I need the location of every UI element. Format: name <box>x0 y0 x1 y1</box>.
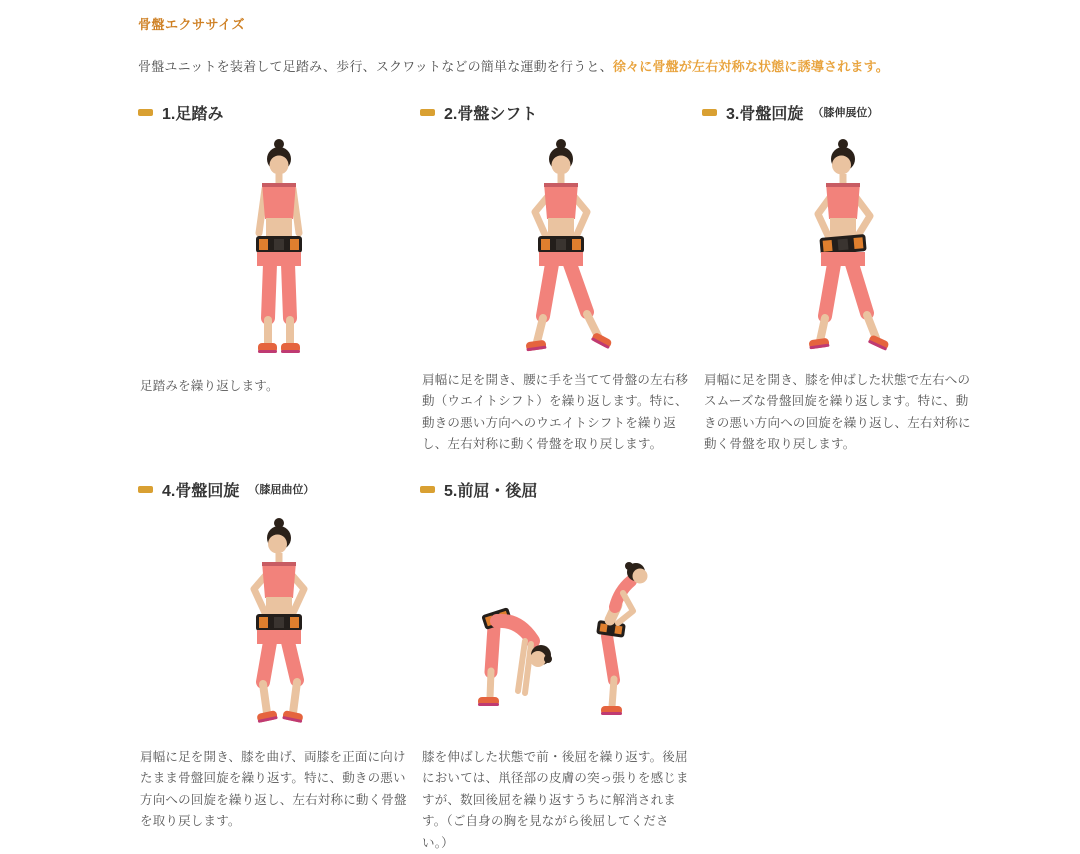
exercise-3-photo <box>702 132 984 364</box>
exercise-1-title-text: 1.足踏み <box>162 101 223 124</box>
bullet-bar-icon <box>420 109 435 116</box>
figure-pelvic-rotation-flexed <box>194 509 364 741</box>
bullet-bar-icon <box>138 486 153 493</box>
figure-pelvic-rotation-extended <box>758 132 928 364</box>
intro-text <box>138 57 968 77</box>
exercise-1-title <box>138 101 420 124</box>
bullet-bar-icon <box>138 109 153 116</box>
figure-forward-backward-bend <box>431 509 691 735</box>
exercise-4-photo <box>138 509 420 741</box>
exercise-2-title-text: 2.骨盤シフト <box>444 101 537 124</box>
exercise-4-description: 肩幅に足を開き、膝を曲げ、両膝を正面に向けたまま骨盤回旋を繰り返す。特に、動きの悪い方向への回旋を繰り返し、左右対称に動く骨盤を取り戻します。 <box>140 747 408 833</box>
exercise-3-title <box>702 101 984 124</box>
exercise-1-description: 足踏みを繰り返します。 <box>140 376 408 398</box>
exercise-card-2 <box>420 101 702 456</box>
exercise-2-title <box>420 101 702 124</box>
intro-highlight: 徐々に骨盤が左右対称な状態に誘導されます。 <box>613 59 889 74</box>
exercise-4-title <box>138 478 420 501</box>
exercise-5-title <box>420 478 702 501</box>
exercise-card-5 <box>420 478 702 854</box>
exercise-1-photo <box>138 132 420 364</box>
bullet-bar-icon <box>702 109 717 116</box>
exercise-grid <box>138 101 968 854</box>
exercise-4-title-note: （膝屈曲位） <box>248 481 314 497</box>
exercise-card-1 <box>138 101 420 456</box>
exercise-5-description: 膝を伸ばした状態で前・後屈を繰り返す。後屈においては、鼡径部の皮膚の突っ張りを感じますが、数回後屈を繰り返すうちに解消されます。（ご自身の胸を見ながら後屈してください。） <box>422 747 690 854</box>
exercise-2-photo <box>420 132 702 364</box>
exercise-card-3 <box>702 101 984 456</box>
exercise-3-title-text: 3.骨盤回旋 <box>726 101 803 124</box>
exercise-4-title-text: 4.骨盤回旋 <box>162 478 239 501</box>
exercise-3-description: 肩幅に足を開き、膝を伸ばした状態で左右へのスムーズな骨盤回旋を繰り返します。特に、動きの悪い方向への回旋を繰り返し、左右対称に動く骨盤を取り戻します。 <box>704 370 972 456</box>
bullet-bar-icon <box>420 486 435 493</box>
figure-front-standing <box>199 132 359 364</box>
exercise-2-description: 肩幅に足を開き、腰に手を当てて骨盤の左右移動（ウエイトシフト）を繰り返します。特に、動きの悪い方向へのウエイトシフトを繰り返し、左右対称に動く骨盤を取り戻します。 <box>422 370 690 456</box>
intro-normal: 骨盤ユニットを装着して足踏み、歩行、スクワットなどの簡単な運動を行うと、 <box>138 59 613 74</box>
exercise-3-title-note: （膝伸展位） <box>812 104 878 120</box>
exercise-card-4 <box>138 478 420 854</box>
figure-weight-shift <box>471 132 651 364</box>
exercise-5-photo <box>420 509 702 741</box>
exercise-5-title-text: 5.前屈・後屈 <box>444 478 537 501</box>
page-title: 骨盤エクササイズ <box>138 14 968 33</box>
